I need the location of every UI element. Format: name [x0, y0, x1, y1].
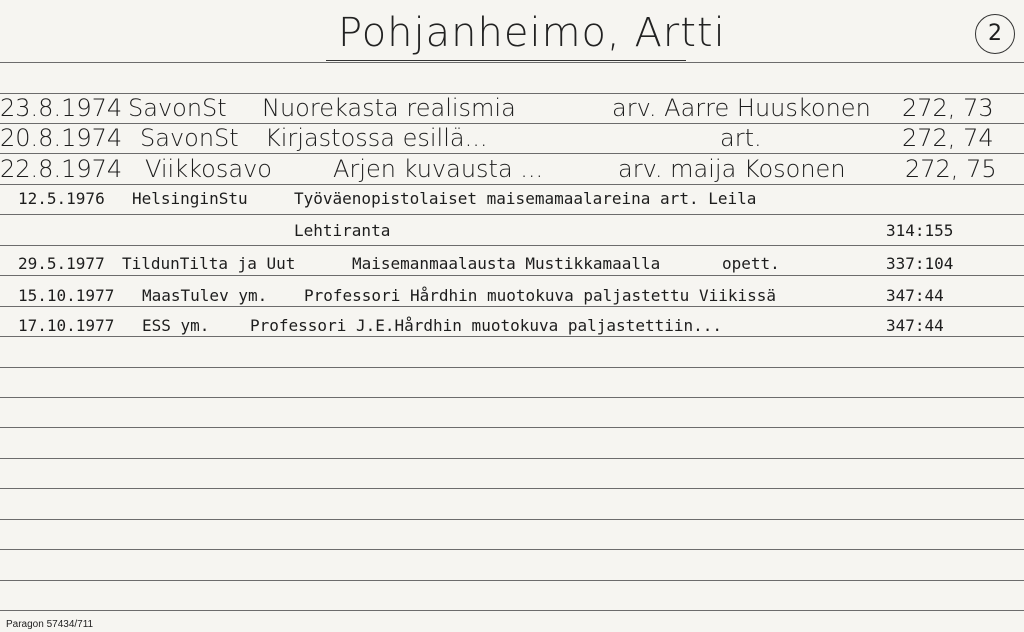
entry-source: MaasTulev ym. — [142, 286, 268, 305]
entry-date: 17.10.1977 — [18, 316, 115, 335]
entry-title: Lehtiranta — [294, 221, 391, 240]
entry-source: Viikkosavo — [145, 155, 272, 183]
rule-line — [0, 62, 1024, 63]
typed-entry — [0, 286, 1024, 312]
entry-ref: 347:44 — [886, 286, 944, 305]
entry-source: TildunTilta ja Uut — [122, 254, 296, 273]
entry-date: 12.5.1976 — [18, 189, 105, 208]
entry-title: Professori J.E.Hårdhin muotokuva paljastettiin... — [250, 316, 723, 335]
entry-title: Professori Hårdhin muotokuva paljastettu Viikissä — [304, 286, 777, 305]
entry-title: Kirjastossa esillä... — [265, 124, 488, 152]
entry-ref: 337:104 — [886, 254, 954, 273]
handwritten-entry — [0, 94, 1024, 124]
title-underline — [326, 60, 686, 61]
entry-ref: 314:155 — [886, 221, 954, 240]
rule-line — [0, 580, 1024, 581]
entry-date: 23.8.1974 — [0, 94, 123, 122]
entry-source: SavonSt — [128, 94, 227, 122]
typed-entry — [0, 221, 1024, 247]
entry-title: Työväenopistolaiset maisemamaalareina art. Leila — [294, 189, 757, 208]
entry-source: HelsinginStu — [132, 189, 248, 208]
rule-line — [0, 458, 1024, 459]
entry-title: Nuorekasta realismia — [262, 94, 516, 122]
rule-line — [0, 488, 1024, 489]
card-print-code: Paragon 57434/711 — [6, 619, 94, 630]
entry-date: 15.10.1977 — [18, 286, 115, 305]
rule-line — [0, 610, 1024, 611]
card-name: Pohjanheimo, Artti — [338, 10, 726, 56]
typed-entry — [0, 189, 1024, 215]
entry-note: art. — [720, 124, 762, 152]
rule-line — [0, 427, 1024, 428]
rule-line — [0, 549, 1024, 550]
rule-line — [0, 519, 1024, 520]
rule-line — [0, 367, 1024, 368]
entry-source: ESS ym. — [142, 316, 210, 335]
handwritten-entry — [0, 155, 1024, 185]
entry-note: arv. maija Kosonen — [618, 155, 846, 183]
entry-date: 29.5.1977 — [18, 254, 105, 273]
entry-ref: 272, 75 — [905, 155, 997, 183]
entry-date: 20.8.1974 — [0, 124, 123, 152]
entry-date: 22.8.1974 — [0, 155, 123, 183]
entry-ref: 272, 73 — [902, 94, 994, 122]
entry-source: SavonSt — [140, 124, 239, 152]
card-number: 2 — [975, 14, 1015, 54]
entry-title: Arjen kuvausta ... — [333, 155, 544, 183]
handwritten-entry — [0, 124, 1024, 154]
typed-entry — [0, 316, 1024, 342]
typed-entry — [0, 254, 1024, 280]
entry-title: Maisemanmaalausta Mustikkamaalla — [352, 254, 661, 273]
rule-line — [0, 397, 1024, 398]
entry-ref: 347:44 — [886, 316, 944, 335]
entry-note: opett. — [722, 254, 780, 273]
entry-note: arv. Aarre Huuskonen — [612, 94, 871, 122]
entry-ref: 272, 74 — [902, 124, 994, 152]
